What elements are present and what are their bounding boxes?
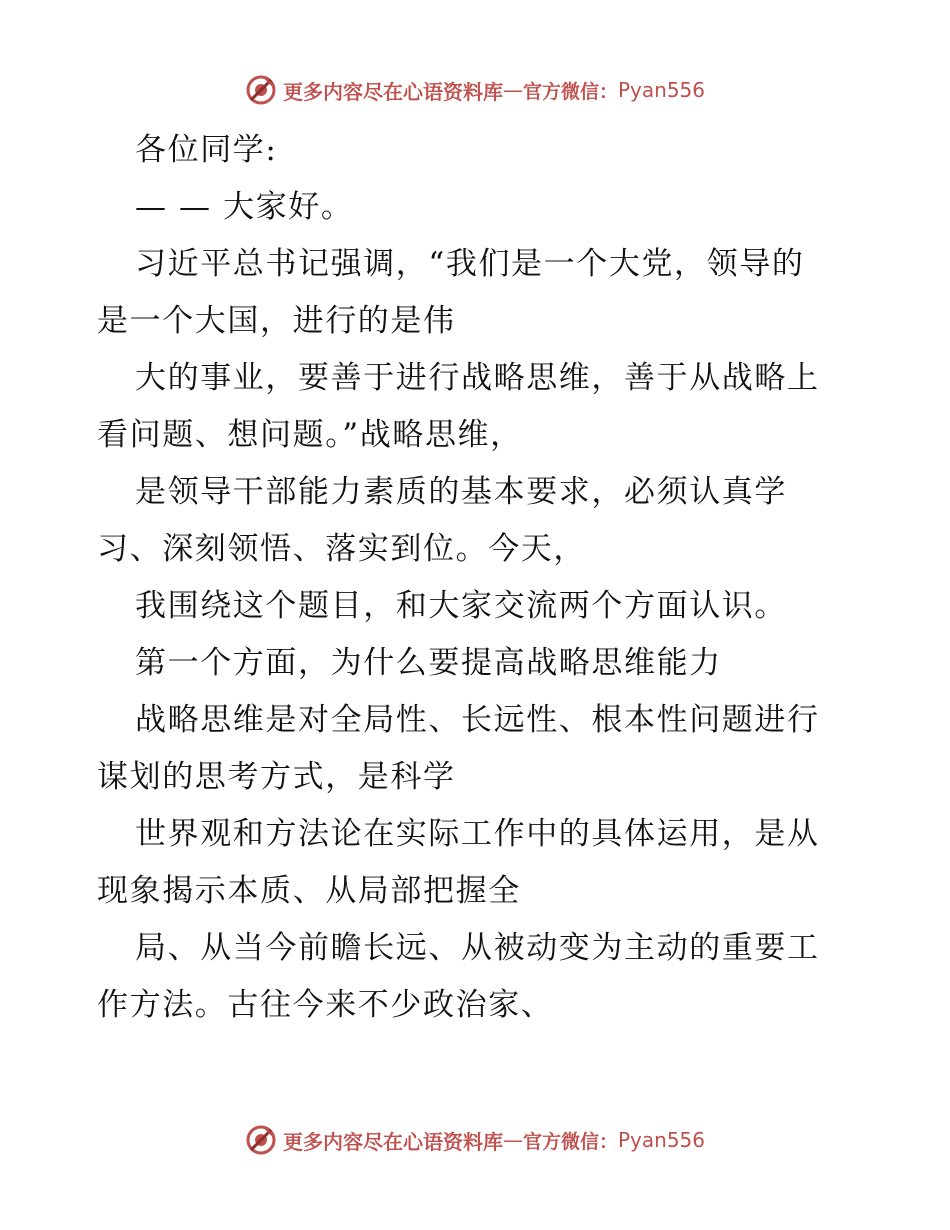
banner-separator: — [502,78,523,102]
greeting: — — 大家好。 [135,189,354,225]
body-line: 局、从当今前瞻长远、从被动变为主动的重要工 [135,930,820,966]
banner-wechat-id: Pyan556 [618,1128,706,1152]
banner-separator: — [502,1128,523,1152]
body-line: 大的事业，要善于进行战略思维，善于从战略上 [135,360,820,396]
brand-logo-icon [245,74,277,106]
body-line: 世界观和方法论在实际工作中的具体运用，是从 [135,816,820,852]
body-line: 是一个大国，进行的是伟 [97,303,456,339]
brand-logo-icon [245,1124,277,1156]
body-line: 习、深刻领悟、落实到位。今天， [97,531,586,567]
banner-text: 更多内容尽在心语资料库 [282,1129,503,1154]
body-line: 现象揭示本质、从局部把握全 [97,873,521,909]
body-line: 战略思维是对全局性、长远性、根本性问题进行 [135,702,820,738]
body-line: 看问题、想问题。”战略思维， [97,417,523,453]
body-line: 谋划的思考方式，是科学 [97,759,456,795]
body-line: 是领导干部能力素质的基本要求，必须认真学 [135,474,787,510]
body-line: 习近平总书记强调，“我们是一个大党，领导的 [135,246,805,282]
header-banner [0,70,950,110]
footer-banner [0,1120,950,1160]
section-heading: 第一个方面，为什么要提高战略思维能力 [135,645,722,681]
banner-wechat-label: 官方微信： [522,1130,618,1153]
banner-wechat-id: Pyan556 [618,78,706,102]
body-line: 我围绕这个题目，和大家交流两个方面认识。 [135,588,787,624]
body-line: 作方法。古往今来不少政治家、 [97,987,554,1023]
banner-text: 更多内容尽在心语资料库 [282,79,503,104]
banner-wechat-label: 官方微信： [522,80,618,103]
document-body [97,122,857,1034]
salutation: 各位同学: [135,132,278,168]
